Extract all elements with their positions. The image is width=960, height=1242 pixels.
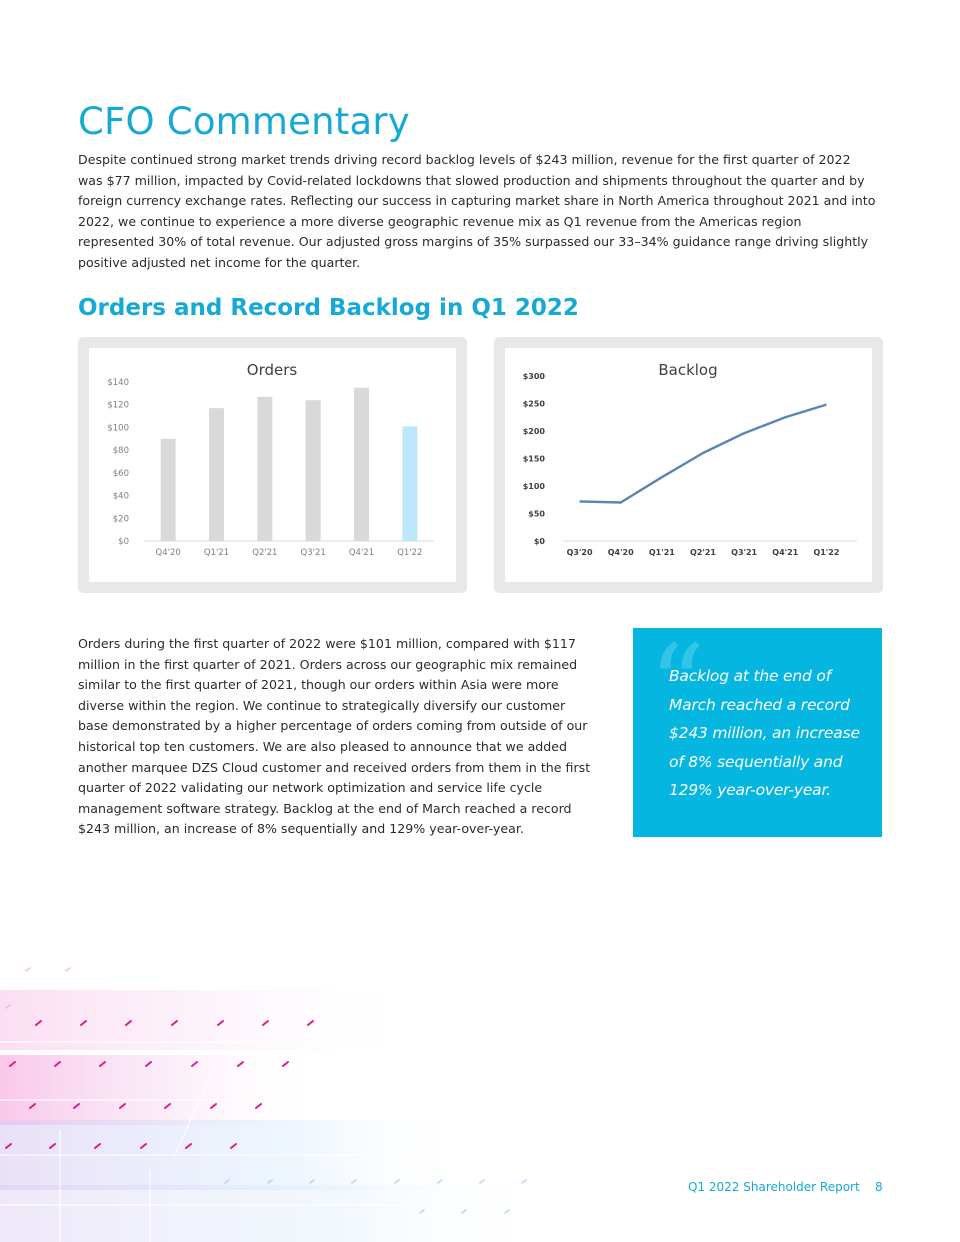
orders-chart — [89, 348, 456, 582]
orders-x-tick-label: Q3'21 — [300, 548, 326, 558]
footer-page-number: 8 — [875, 1180, 883, 1194]
orders-x-tick-label: Q4'20 — [155, 548, 181, 558]
backlog-chart-title: Backlog — [658, 361, 718, 379]
backlog-chart-panel — [505, 348, 872, 582]
orders-y-tick-label: $60 — [112, 468, 129, 479]
backlog-chart-frame — [494, 337, 883, 593]
orders-chart-frame — [78, 337, 467, 593]
orders-bar — [257, 397, 272, 541]
orders-y-tick-label: $20 — [112, 514, 129, 525]
orders-chart-panel — [89, 348, 456, 582]
orders-x-tick-label: Q1'21 — [203, 548, 230, 558]
intro-paragraph: Despite continued strong market trends driving record backlog levels of $243 million, revenue for the first quarter of 2022 was $77 million, impacted by Covid-related lockdowns that slowed production and shipments throughout the quarter and by foreign currency exchange rates. Reflecting our success in capturing market share in North America throughout 2021 and into 2022, we continue to experience a more diverse geographic revenue mix as Q1 revenue from the Americas region represented 30% of total revenue. Our adjusted gross margins of 35% surpassed our 33–34% guidance range driving slightly positive adjusted net income for the quarter. — [78, 152, 876, 270]
orders-y-tick-label: $0 — [118, 537, 129, 547]
backlog-x-tick-label: Q3'20 — [566, 548, 593, 557]
orders-y-tick-label: $100 — [107, 423, 129, 434]
backlog-y-tick-label: $150 — [522, 454, 545, 464]
orders-bar — [306, 400, 321, 541]
orders-y-tick-label: $120 — [107, 400, 129, 411]
backlog-series-line — [580, 405, 827, 503]
backlog-x-tick-label: Q1'21 — [648, 548, 675, 557]
orders-x-tick-label: Q4'21 — [348, 548, 375, 558]
backlog-y-tick-label: $0 — [533, 537, 545, 546]
backlog-x-tick-label: Q1'22 — [813, 548, 840, 557]
orders-y-tick-label: $40 — [112, 491, 129, 502]
backlog-y-tick-label: $300 — [522, 372, 545, 381]
quote-mark-icon: “ — [649, 621, 706, 749]
backlog-x-tick-label: Q2'21 — [690, 548, 716, 557]
pull-quote — [633, 621, 882, 837]
backlog-chart — [505, 348, 872, 582]
orders-y-tick-label: $80 — [112, 446, 129, 457]
section-subtitle: Orders and Record Backlog in Q1 2022 — [78, 295, 579, 321]
orders-paragraph: Orders during the first quarter of 2022 were $101 million, compared with $117 million in the first quarter of 2021. Orders across our geographic mix remained similar to the first quarter of 2021, though our orders within Asia were more diverse within the region. We continue to strategically diversify our customer base demonstrated by a higher percentage of orders coming from outside of our historical top ten customers. We are also pleased to announce that we added another marquee DZS Cloud customer and received orders from them in the first quarter of 2022 validating our network optimization and service life cycle management software strategy. Backlog at the end of March reached a record $243 million, an increase of 8% sequentially and 129% year-over-year. — [78, 636, 591, 837]
orders-x-tick-label: Q1'22 — [397, 548, 423, 558]
decorative-graphic — [0, 950, 620, 1242]
backlog-y-tick-label: $250 — [522, 399, 545, 409]
orders-chart-title: Orders — [246, 361, 298, 379]
backlog-x-tick-label: Q3'21 — [731, 548, 758, 557]
orders-bar — [161, 439, 176, 541]
orders-bar — [209, 408, 224, 541]
pull-quote-text: Backlog at the end of March reached a record $243 million, an increase of 8% sequentially and 129% year-over-year. — [669, 667, 860, 799]
orders-bar — [402, 426, 417, 541]
backlog-y-tick-label: $200 — [522, 427, 545, 436]
footer-report-label: Q1 2022 Shareholder Report — [688, 1180, 860, 1194]
backlog-x-tick-label: Q4'20 — [607, 548, 634, 557]
backlog-y-tick-label: $50 — [528, 509, 545, 519]
page-title: CFO Commentary — [78, 100, 410, 143]
backlog-y-tick-label: $100 — [522, 482, 545, 491]
backlog-x-tick-label: Q4'21 — [772, 548, 799, 557]
orders-y-tick-label: $140 — [107, 378, 129, 388]
orders-x-tick-label: Q2'21 — [252, 548, 278, 558]
orders-bar — [354, 388, 369, 541]
